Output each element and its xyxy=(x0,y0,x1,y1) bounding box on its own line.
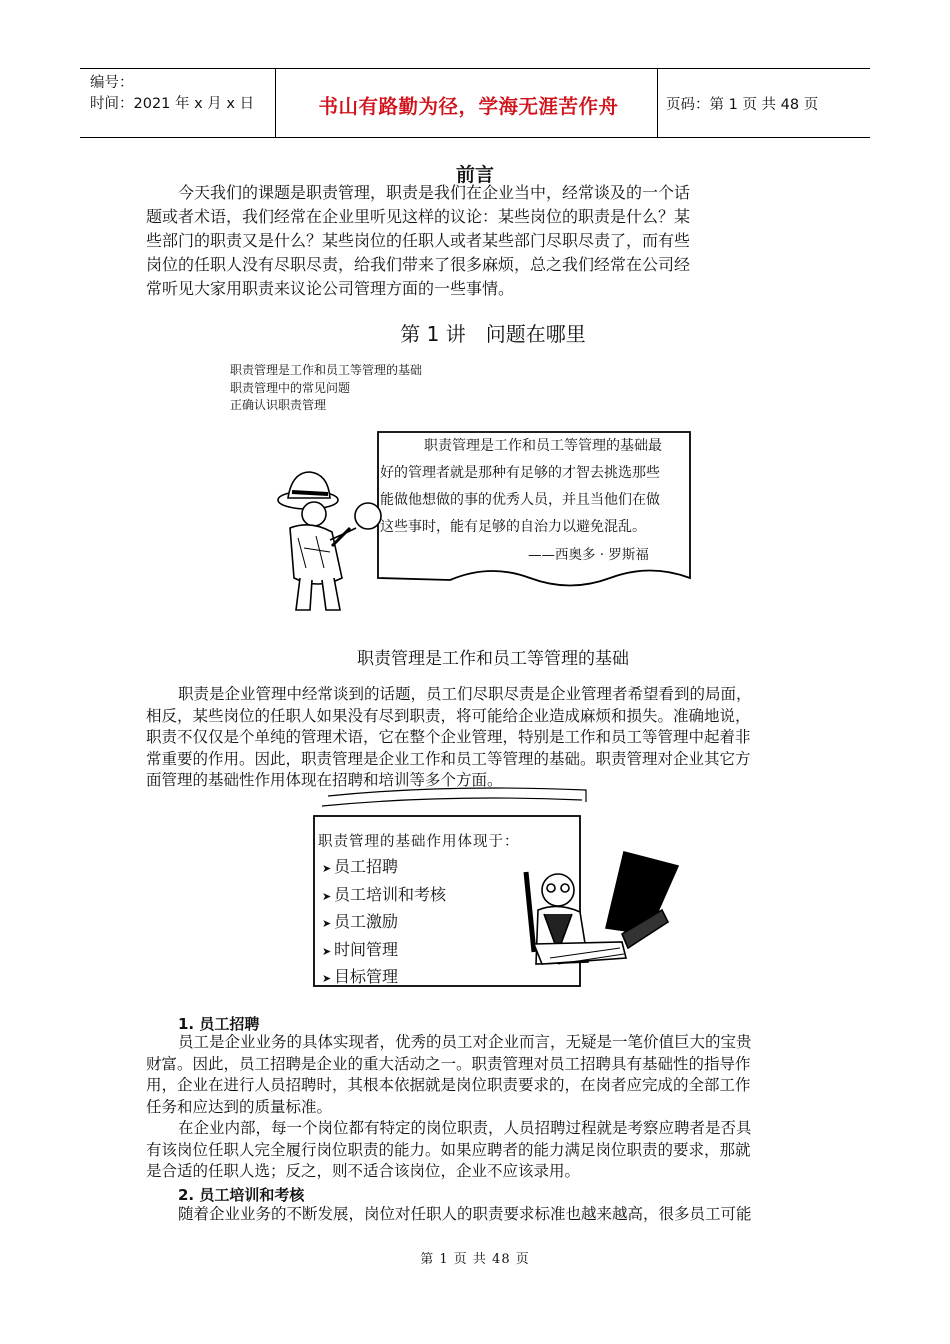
subsection-paragraph xyxy=(146,1204,806,1226)
box-item xyxy=(322,964,446,992)
header-motto: 书山有路勤为径，学海无涯苦作舟 xyxy=(318,95,619,118)
preface-line: 岗位的任职人没有尽职尽责，给我们带来了很多麻烦，总之我们经常在公司经 xyxy=(146,255,691,274)
arrow-bullet-icon: ➤ xyxy=(322,917,332,930)
section-line: 职责是企业管理中经常谈到的话题，员工们尽职尽责是企业管理者希望看到的局面， xyxy=(178,685,752,703)
subsection-paragraph xyxy=(146,1032,806,1183)
outline-item: 正确认识职责管理 xyxy=(230,398,327,412)
preface-line: 常听见大家用职责来议论公司管理方面的一些事情。 xyxy=(146,279,515,298)
box-item xyxy=(322,882,446,910)
preface-title: 前言 xyxy=(455,164,494,186)
box-item-label: 目标管理 xyxy=(334,967,399,986)
subsection-line: 财富。因此，员工招聘是企业的重大活动之一。职责管理对员工招聘具有基础性的指导作 xyxy=(146,1054,751,1073)
subsection-line: 随着企业业务的不断发展，岗位对任职人的职责要求标准也越来越高，很多员工可能 xyxy=(178,1205,752,1223)
lecture-outline xyxy=(230,362,422,415)
quote-line: 职责管理是工作和员工等管理的基础最 xyxy=(424,438,662,454)
box-item-label: 员工培训和考核 xyxy=(334,884,447,904)
header-divider xyxy=(657,69,658,137)
box-item xyxy=(322,854,446,882)
quote-line: 好的管理者就是那种有足够的才智去挑选那些 xyxy=(380,465,660,481)
page-footer: 第 1 页 共 48 页 xyxy=(420,1252,530,1267)
section-line: 相反，某些岗位的任职人如果没有尽到职责，将可能给企业造成麻烦和损失。准确地说， xyxy=(146,706,751,725)
preface-paragraph xyxy=(146,181,806,301)
outline-item: 职责管理是工作和员工等管理的基础 xyxy=(230,363,423,377)
header-page-info: 页码：第 1 页 共 48 页 xyxy=(666,97,819,113)
section-line: 常重要的作用。因此，职责管理是企业工作和员工等管理的基础。职责管理对企业其它方 xyxy=(146,749,751,768)
box-item-label: 时间管理 xyxy=(334,939,399,959)
arrow-bullet-icon: ➤ xyxy=(322,972,332,985)
subsection-line: 用，企业在进行人员招聘时，其根本依据就是岗位职责要求的，在岗者应完成的全部工作 xyxy=(146,1076,751,1094)
header-meta xyxy=(90,73,254,115)
arrow-bullet-icon: ➤ xyxy=(322,889,332,903)
preface-line: 些部门的职责又是什么？某些岗位的任职人或者某些部门尽职尽责了，而有些 xyxy=(146,231,691,250)
subsection-line: 是合适的任职人选；反之，则不适合该岗位，企业不应该录用。 xyxy=(146,1162,581,1180)
quote-line: 能做他想做的事的优秀人员，并且当他们在做 xyxy=(380,492,660,508)
section-line: 职责不仅仅是个单纯的管理术语，它在整个企业管理，特别是工作和员工等管理中起着非 xyxy=(146,728,751,746)
quote-text xyxy=(380,433,690,541)
subsection-line: 在企业内部，每一个岗位都有特定的岗位职责，人员招聘过程就是考察应聘者是否具 xyxy=(178,1119,752,1137)
header-divider xyxy=(275,69,276,137)
outline-item: 职责管理中的常见问题 xyxy=(230,380,351,395)
quote-author: ——西奥多 · 罗斯福 xyxy=(528,547,649,563)
box-item-label: 员工招聘 xyxy=(334,857,399,876)
preface-line: 今天我们的课题是职责管理，职责是我们在企业当中，经常谈及的一个话 xyxy=(178,183,691,202)
quote-line: 这些事时，能有足够的自治力以避免混乱。 xyxy=(380,519,646,535)
box-item xyxy=(322,937,446,965)
section-paragraph xyxy=(146,684,806,792)
box-title: 职责管理的基础作用体现于： xyxy=(318,834,520,850)
document-number: 编号： xyxy=(90,75,134,91)
arrow-bullet-icon: ➤ xyxy=(322,862,332,875)
box-item-label: 员工激励 xyxy=(334,912,399,931)
subsection-line: 有该岗位任职人完全履行岗位职责的能力。如果应聘者的能力满足岗位职责的要求，那就 xyxy=(146,1140,751,1159)
box-item xyxy=(322,909,446,937)
arrow-bullet-icon: ➤ xyxy=(322,944,332,958)
subsection-line: 任务和应达到的质量标准。 xyxy=(146,1097,333,1116)
section-title: 职责管理是工作和员工等管理的基础 xyxy=(357,649,629,669)
subsection-title: 1. 员工招聘 xyxy=(178,1015,260,1033)
box-item-list xyxy=(322,854,446,992)
preface-line: 题或者术语，我们经常在企业里听见这样的议论：某些岗位的职责是什么？某 xyxy=(146,207,691,226)
document-date: 时间：2021 年 x 月 x 日 xyxy=(90,96,255,112)
subsection-line: 员工是企业业务的具体实现者，优秀的员工对企业而言，无疑是一笔价值巨大的宝贵 xyxy=(178,1033,752,1051)
lecture-title: 第 1 讲 问题在哪里 xyxy=(400,322,586,346)
section-line: 面管理的基础性作用体现在招聘和培训等多个方面。 xyxy=(146,771,503,789)
document-header xyxy=(80,68,870,138)
subsection-title: 2. 员工培训和考核 xyxy=(178,1186,305,1204)
